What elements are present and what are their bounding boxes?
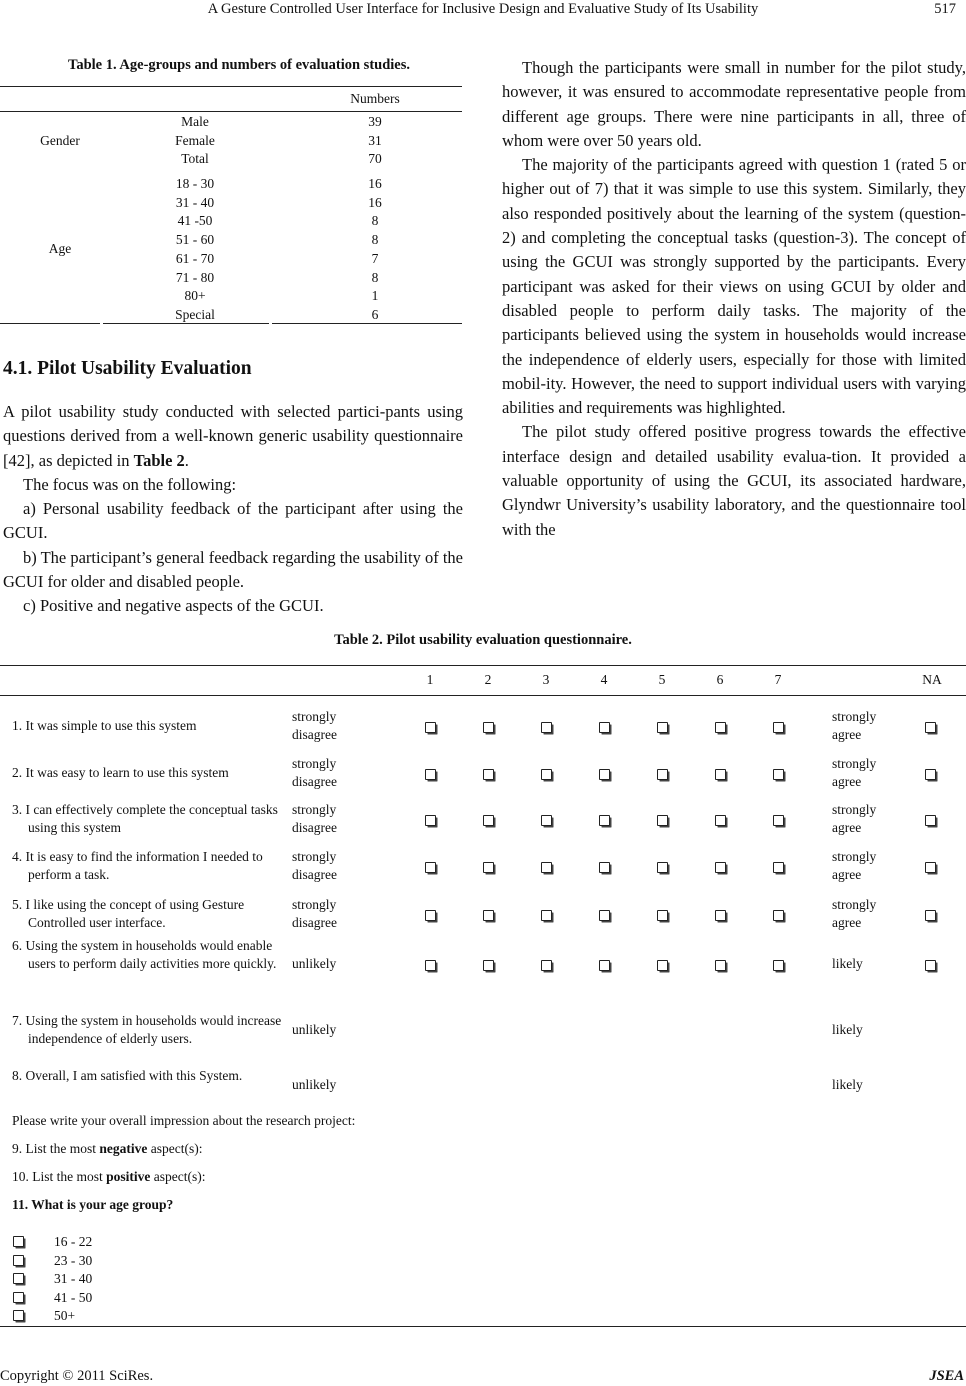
age-option-label: 50+ (54, 1308, 76, 1323)
rating-checkbox[interactable] (425, 722, 436, 733)
table2-top-rule (0, 665, 966, 666)
table2-header-rule (0, 695, 966, 696)
rating-checkbox[interactable] (425, 862, 436, 873)
rating-checkbox[interactable] (541, 960, 552, 971)
rating-checkbox[interactable] (657, 862, 668, 873)
table1-row-value: 8 (371, 213, 379, 229)
scale-left-anchor: strongly disagree (292, 709, 337, 742)
table1-row-item: Male (181, 114, 209, 129)
rating-checkbox[interactable] (773, 910, 784, 921)
impression-prompt: Please write your overall impression about the research project: (12, 1113, 356, 1128)
focus-line: The focus was on the following: (23, 474, 237, 494)
rating-checkbox[interactable] (541, 815, 552, 826)
scale-header: 2 (484, 672, 492, 687)
table1-row-item: 41 -50 (177, 213, 213, 229)
rating-checkbox[interactable] (773, 862, 784, 873)
focus-item-c: c) Positive and negative aspects of the GCUI. (23, 596, 324, 616)
table1-top-rule (0, 86, 462, 87)
scale-right-anchor: strongly agree (832, 897, 877, 930)
table1-caption: Table 1. Age-groups and numbers of evaluation studies. (67, 57, 411, 73)
rating-checkbox[interactable] (425, 960, 436, 971)
scale-right-anchor: strongly agree (832, 756, 877, 789)
rating-checkbox[interactable] (483, 862, 494, 873)
na-header: NA (922, 672, 942, 687)
table1-row-value: 31 (368, 132, 382, 148)
intro-paragraph: A pilot usability study conducted with selected partici-pants using questions derived from a well-known generic usability questionnaire [42], as depicted in Table 2. (3, 402, 463, 470)
rating-checkbox[interactable] (425, 769, 436, 780)
table1-row-item: 51 - 60 (175, 232, 215, 248)
running-header (0, 0, 966, 24)
table1-row-item: 80+ (184, 288, 206, 304)
scale-header: 7 (774, 672, 782, 687)
age-option-checkbox[interactable] (13, 1292, 24, 1303)
table2-bottom-rule (0, 1326, 966, 1327)
rating-checkbox[interactable] (715, 960, 726, 971)
scale-left-anchor: unlikely (292, 956, 337, 971)
question-text: 4. It is easy to find the information I needed to perform a task. (12, 849, 263, 882)
question-text: 3. I can effectively complete the conceptual tasks using this system (12, 802, 278, 835)
question-text: 8. Overall, I am satisfied with this System. (12, 1068, 243, 1083)
table1-row-item: 61 - 70 (175, 250, 215, 266)
scale-left-anchor: strongly disagree (292, 756, 337, 789)
rating-checkbox[interactable] (483, 769, 494, 780)
table1-row-item: Total (181, 151, 209, 167)
scale-left-anchor: unlikely (292, 1077, 337, 1092)
scale-left-anchor: strongly disagree (292, 897, 337, 930)
rating-checkbox[interactable] (599, 815, 610, 826)
age-option-label: 16 - 22 (54, 1234, 93, 1249)
table1-row-item: Female (175, 132, 215, 148)
rating-checkbox[interactable] (657, 910, 668, 921)
table1-column-header: Numbers (350, 91, 400, 106)
paragraph-progress: The pilot study offered positive progress towards the effective interface design and detailed usability evalua-tion. It provided a valuable opportunity of using the GCUI, its associated hardware, Glyndwr University’s usability laboratory, and the questionnaire tool with the (502, 422, 966, 539)
rating-checkbox[interactable] (773, 769, 784, 780)
page-number: 517 (934, 1, 956, 17)
table1-group-label: Age (48, 241, 72, 257)
scale-header: 3 (542, 672, 550, 687)
table2-caption: Table 2. Pilot usability evaluation questionnaire. (334, 632, 632, 648)
question-text: 5. I like using the concept of using Gesture Controlled user interface. (12, 897, 245, 930)
question-text: 6. Using the system in households would enable users to perform daily activities more quickly. (12, 938, 277, 971)
table1-header-rule (0, 111, 462, 112)
question-negative: 9. List the most negative aspect(s): (12, 1141, 203, 1156)
rating-checkbox[interactable] (425, 910, 436, 921)
age-option-label: 41 - 50 (54, 1289, 93, 1305)
scale-right-anchor: likely (832, 1077, 863, 1092)
rating-checkbox[interactable] (541, 722, 552, 733)
page-footer (0, 1368, 966, 1385)
na-checkbox[interactable] (925, 769, 936, 780)
na-checkbox[interactable] (925, 910, 936, 921)
scale-right-anchor: strongly agree (832, 849, 877, 882)
table1-row-value: 16 (368, 176, 382, 191)
scale-left-anchor: unlikely (292, 1022, 337, 1037)
age-option-checkbox[interactable] (13, 1310, 24, 1321)
rating-checkbox[interactable] (541, 910, 552, 921)
right-column-text (502, 56, 966, 542)
table1-row-item: 71 - 80 (175, 269, 215, 285)
table1-row-item: 31 - 40 (175, 194, 215, 210)
rating-checkbox[interactable] (483, 960, 494, 971)
rating-checkbox[interactable] (541, 862, 552, 873)
table1-row-value: 6 (371, 306, 379, 322)
rating-checkbox[interactable] (599, 769, 610, 780)
scale-right-anchor: likely (832, 1022, 863, 1037)
table1-row-item: Special (175, 306, 215, 322)
table1-row-value: 70 (368, 151, 382, 167)
table1 (0, 86, 462, 324)
question-text: 1. It was simple to use this system (12, 718, 197, 733)
scale-header: 6 (716, 672, 724, 687)
rating-checkbox[interactable] (541, 769, 552, 780)
journal-name: JSEA (929, 1368, 964, 1384)
focus-item-a: a) Personal usability feedback of the participant after using the GCUI. (3, 499, 463, 543)
table2-reference: Table 2 (133, 450, 185, 470)
table1-row-value: 16 (368, 194, 382, 210)
question-age-group: 11. What is your age group? (12, 1197, 174, 1212)
paragraph-results: The majority of the participants agreed with question 1 (rated 5 or higher out of 7) that it was simple to use this system. Similarly, they also responded positively about the learning of the system (question-2) and completing the conceptual tasks (question-3). The concept of using the GCUI was strongly supported by the participants. Every participant was asked for their views on using GCUI by older and disabled people to perform daily tasks. The majority of the participants believed using the system in households would increase the independence of elderly users, especially for those with limited mobil-ity. However, the need to support individual users with varying abilities and requirements was highlighted. (502, 155, 966, 418)
rating-checkbox[interactable] (599, 722, 610, 733)
table2-questionnaire (0, 660, 966, 1328)
paragraph-participants: Though the participants were small in number for the pilot study, however, it was ensured to accommodate representative people from different age groups. There were nine participants in all, three of whom were over 50 years old. (502, 58, 966, 150)
age-option-label: 31 - 40 (54, 1271, 93, 1286)
table1-row-value: 1 (371, 288, 379, 304)
rating-checkbox[interactable] (483, 722, 494, 733)
na-checkbox[interactable] (925, 960, 936, 971)
rating-checkbox[interactable] (657, 960, 668, 971)
rating-checkbox[interactable] (715, 862, 726, 873)
scale-header: 1 (426, 672, 434, 687)
rating-checkbox[interactable] (773, 960, 784, 971)
scale-left-anchor: strongly disagree (292, 802, 337, 835)
rating-checkbox[interactable] (715, 769, 726, 780)
rating-checkbox[interactable] (715, 722, 726, 733)
rating-checkbox[interactable] (657, 815, 668, 826)
focus-item-b: b) The participant’s general feedback regarding the usability of the GCUI for older and disabled people. (3, 547, 463, 592)
scale-header: 5 (658, 672, 666, 687)
question-text: 2. It was easy to learn to use this system (12, 765, 229, 780)
table1-group-label: Gender (40, 132, 80, 148)
rating-checkbox[interactable] (715, 910, 726, 921)
age-option-checkbox[interactable] (13, 1236, 24, 1247)
rating-checkbox[interactable] (773, 815, 784, 826)
copyright: Copyright © 2011 SciRes. (0, 1368, 154, 1384)
scale-right-anchor: strongly agree (832, 709, 877, 742)
rating-checkbox[interactable] (599, 862, 610, 873)
rating-checkbox[interactable] (715, 815, 726, 826)
table1-bottom-rule-1 (0, 323, 100, 324)
table1-row-value: 8 (371, 269, 379, 285)
question-positive: 10. List the most positive aspect(s): (12, 1169, 206, 1184)
table1-row-value: 8 (371, 232, 379, 248)
left-column-text (3, 400, 463, 619)
age-option-label: 23 - 30 (54, 1252, 93, 1268)
age-option-checkbox[interactable] (13, 1273, 24, 1284)
na-checkbox[interactable] (925, 722, 936, 733)
na-checkbox[interactable] (925, 815, 936, 826)
age-option-checkbox[interactable] (13, 1255, 24, 1266)
section-heading: 4.1. Pilot Usability Evaluation (3, 358, 252, 379)
table1-row-value: 7 (371, 250, 379, 266)
rating-checkbox[interactable] (657, 769, 668, 780)
table1-row-value: 39 (368, 114, 382, 129)
scale-left-anchor: strongly disagree (292, 849, 337, 882)
na-checkbox[interactable] (925, 862, 936, 873)
rating-checkbox[interactable] (425, 815, 436, 826)
rating-checkbox[interactable] (483, 815, 494, 826)
scale-right-anchor: strongly agree (832, 802, 877, 835)
rating-checkbox[interactable] (657, 722, 668, 733)
question-text: 7. Using the system in households would increase independence of elderly users. (12, 1013, 282, 1046)
rating-checkbox[interactable] (773, 722, 784, 733)
rating-checkbox[interactable] (483, 910, 494, 921)
table1-row-item: 18 - 30 (175, 176, 215, 191)
scale-right-anchor: likely (832, 956, 863, 971)
running-title: A Gesture Controlled User Interface for Inclusive Design and Evaluative Study of Its Usability (207, 1, 759, 17)
rating-checkbox[interactable] (599, 960, 610, 971)
scale-header: 4 (600, 672, 608, 687)
rating-checkbox[interactable] (599, 910, 610, 921)
